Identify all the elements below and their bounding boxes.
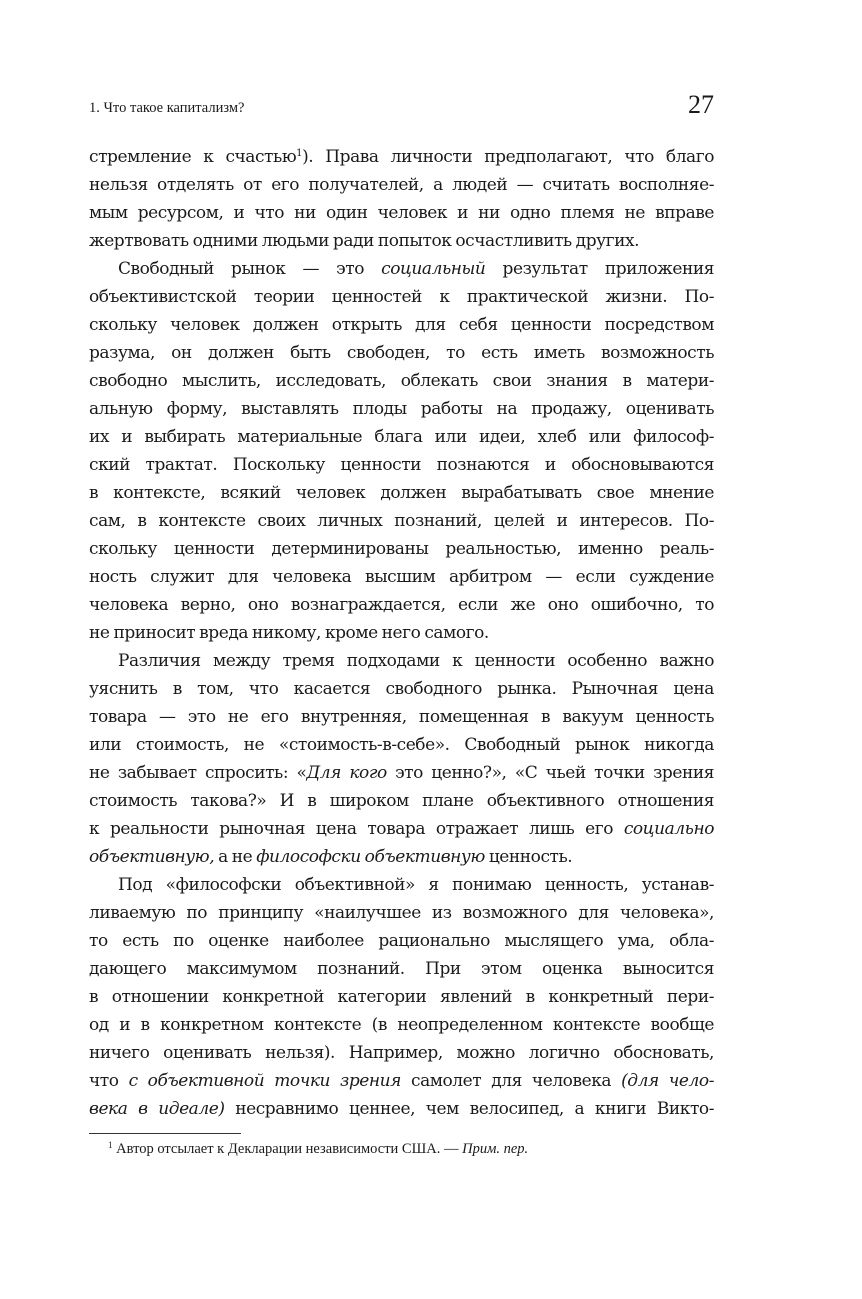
text-line: ливаемую по принципу «наилучшее из возможного для человека», [89,903,714,923]
text-line: дающего максимумом познаний. При этом оценка выносится [89,959,714,979]
text-line: разума, он должен быть свободен, то есть иметь возможность [89,343,714,363]
footnote-text: Автор отсылает к Декларации независимости США. — [116,1141,463,1157]
text-line: скольку человек должен открыть для себя ценности посредством [89,315,714,335]
text-line: свободно мыслить, исследовать, облекать свои знания в матери- [89,371,714,391]
text-line: жертвовать одними людьми ради попыток осчастливить других. [89,231,640,251]
text-line: скольку ценности детерминированы реальностью, именно реаль- [89,539,714,559]
text-line: ность служит для человека высшим арбитром — если суждение [89,567,714,587]
text-line: их и выбирать материальные блага или идеи, хлеб или философ- [89,427,714,447]
text-line: ский трактат. Поскольку ценности познаются и обосновываются [89,455,714,475]
text-line: альную форму, выставлять плоды работы на продажу, оценивать [89,399,714,419]
footnote-ref: 1 [296,148,303,159]
text-line: или стоимость, не «стоимость-в-себе». Свободный рынок никогда [89,735,714,755]
text-line: объективную, а не философски объективную ценность. [89,847,573,867]
text-line: в контексте, всякий человек должен вырабатывать свое мнение [89,483,714,503]
footnote-divider [89,1133,241,1134]
text-line: Различия между тремя подходами к ценности особенно важно [118,651,714,671]
text-line: сам, в контексте своих личных познаний, целей и интересов. По- [89,511,714,531]
text-line: од и в конкретном контексте (в неопределенном контексте вообще [89,1015,714,1035]
text-line: нельзя отделять от его получателей, а людей — считать восполняе- [89,175,714,195]
footnote-marker: 1 [108,1140,113,1150]
footnote-note: Прим. пер. [462,1141,529,1157]
text-line: что с объективной точки зрения самолет для человека (для чело- [89,1071,714,1091]
page-number: 27 [688,90,714,119]
text-line: объективистской теории ценностей к практической жизни. По- [89,287,714,307]
footnote [108,1141,528,1158]
running-head: 1. Что такое капитализм? [89,100,245,116]
text-line: не забывает спросить: «Для кого это ценно?», «С чьей точки зрения [89,763,714,783]
text-line: Свободный рынок — это социальный результат приложения [118,259,714,279]
text-line: уяснить в том, что касается свободного рынка. Рыночная цена [89,679,714,699]
text-line: ничего оценивать нельзя). Например, можно логично обосновать, [89,1043,714,1063]
text-line: стоимость такова?» И в широком плане объективного отношения [89,791,714,811]
text-line: то есть по оценке наиболее рационально мыслящего ума, обла- [89,931,714,951]
text-line: товара — это не его внутренняя, помещенная в вакуум ценность [89,707,714,727]
text-line: человека верно, оно вознаграждается, если же оно ошибочно, то [89,595,714,615]
text-line: в отношении конкретной категории явлений в конкретный пери- [89,987,714,1007]
text-line: к реальности рыночная цена товара отражает лишь его социально [89,819,714,839]
text-line: века в идеале) несравнимо ценнее, чем велосипед, а книги Викто- [89,1099,714,1119]
text-line: стремление к счастью$^1$). Права личности предполагают, что благо [89,147,714,167]
text-line: мым ресурсом, и что ни один человек и ни одно племя не вправе [89,203,714,223]
text-line: не приносит вреда никому, кроме него самого. [89,623,489,643]
text-line: Под «философски объективной» я понимаю ценность, устанав- [118,875,714,895]
